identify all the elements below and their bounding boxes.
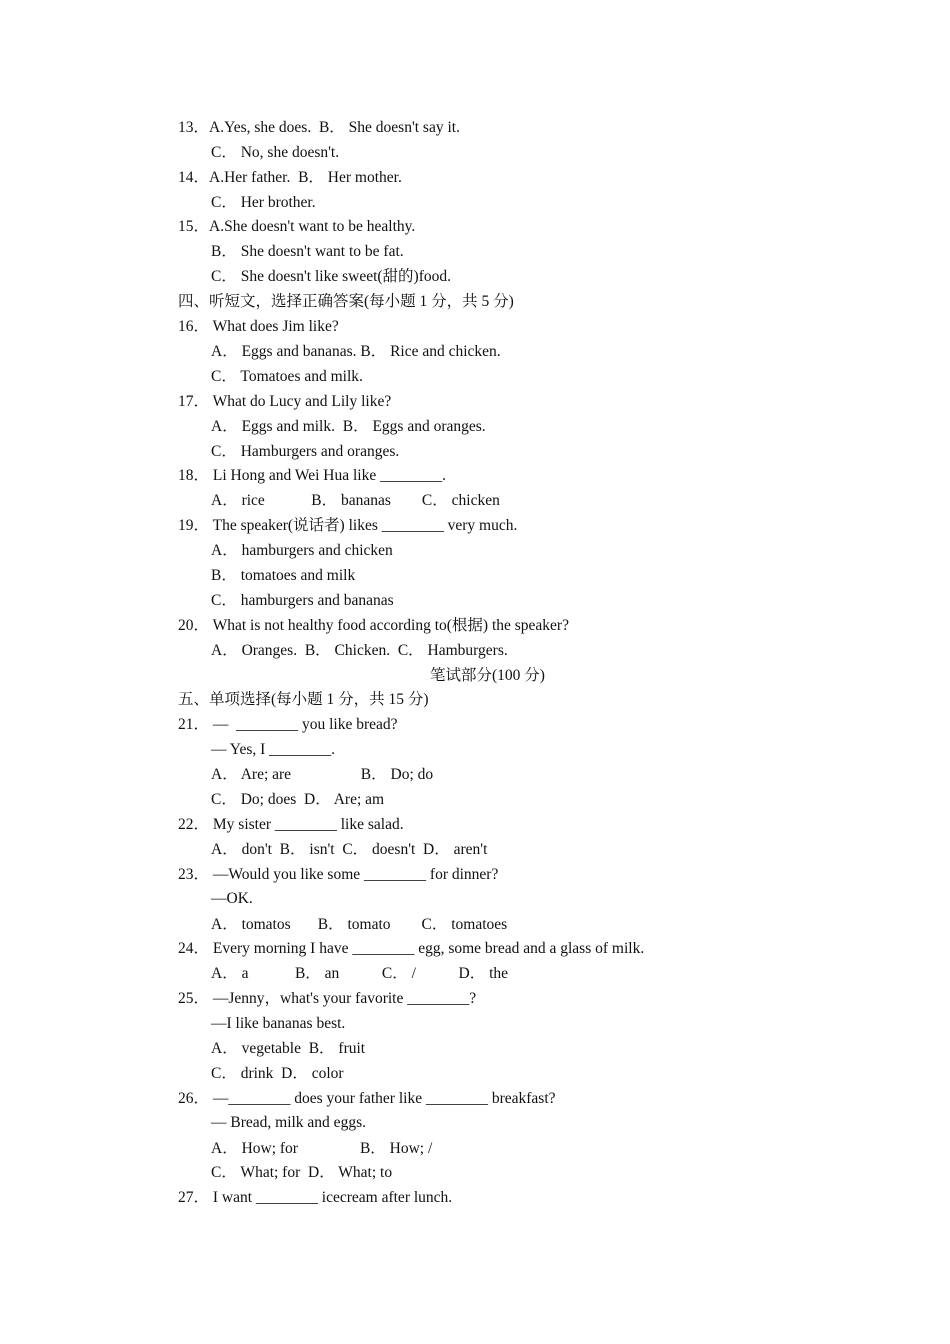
option-line: C． drink D． color [211, 1065, 344, 1082]
question-15: 15．A.She doesn't want to be healthy. [178, 218, 416, 235]
option-line: C． Do; does D． Are; am [211, 791, 385, 808]
option-line: C． Hamburgers and oranges. [211, 443, 400, 460]
question-16: 16． What does Jim like? [178, 318, 339, 335]
section-heading-listening: 四、听短文，选择正确答案(每小题 1 分，共 5 分) [178, 293, 514, 310]
option-line: A． Oranges. B． Chicken. C． Hamburgers. [211, 642, 508, 659]
question-17: 17． What do Lucy and Lily like? [178, 393, 392, 410]
question-20: 20． What is not healthy food according to(根据) the speaker? [178, 617, 569, 634]
option-line: C． What; for D． What; to [211, 1164, 393, 1181]
section-heading-multiple-choice: 五、单项选择(每小题 1 分，共 15 分) [178, 691, 429, 708]
dialogue-line: — Yes, I ________. [211, 741, 336, 758]
option-line: A． tomatos B． tomato C． tomatoes [211, 916, 508, 933]
option-line: A． don't B． isn't C． doesn't D． aren't [211, 841, 488, 858]
option-line: C． She doesn't like sweet(甜的)food. [211, 268, 451, 285]
question-14: 14．A.Her father. B． Her mother. [178, 169, 402, 186]
option-line: A． a B． an C． / D． the [211, 965, 509, 982]
dialogue-line: — Bread, milk and eggs. [211, 1114, 366, 1131]
option-line: C． hamburgers and bananas [211, 592, 394, 609]
question-26: 26． —________ does your father like ________ breakfast? [178, 1090, 556, 1107]
question-25: 25． —Jenny，what's your favorite ________? [178, 990, 477, 1007]
option-line: C． Tomatoes and milk. [211, 368, 363, 385]
option-line: C． Her brother. [211, 194, 316, 211]
option-line: A． Eggs and bananas. B． Rice and chicken. [211, 343, 501, 360]
option-line: C． No, she doesn't. [211, 144, 340, 161]
question-13: 13．A.Yes, she does. B． She doesn't say it. [178, 119, 460, 136]
dialogue-line: —I like bananas best. [211, 1015, 346, 1032]
question-24: 24． Every morning I have ________ egg, some bread and a glass of milk. [178, 940, 645, 957]
dialogue-line: —OK. [211, 890, 253, 907]
option-line: B． She doesn't want to be fat. [211, 243, 404, 260]
written-part-heading: 笔试部分(100 分) [430, 667, 545, 684]
question-23: 23． —Would you like some ________ for dinner? [178, 866, 499, 883]
question-27: 27． I want ________ icecream after lunch. [178, 1189, 453, 1206]
question-22: 22． My sister ________ like salad. [178, 816, 404, 833]
option-line: A． hamburgers and chicken [211, 542, 393, 559]
question-19: 19． The speaker(说话者) likes ________ very much. [178, 517, 518, 534]
question-18: 18． Li Hong and Wei Hua like ________. [178, 467, 446, 484]
option-line: A． Are; are B． Do; do [211, 766, 434, 783]
option-line: A． How; for B． How; / [211, 1140, 433, 1157]
option-line: A． vegetable B． fruit [211, 1040, 366, 1057]
option-line: A． Eggs and milk. B． Eggs and oranges. [211, 418, 486, 435]
question-21: 21． — ________ you like bread? [178, 716, 398, 733]
option-line: A． rice B． bananas C． chicken [211, 492, 500, 509]
option-line: B． tomatoes and milk [211, 567, 356, 584]
